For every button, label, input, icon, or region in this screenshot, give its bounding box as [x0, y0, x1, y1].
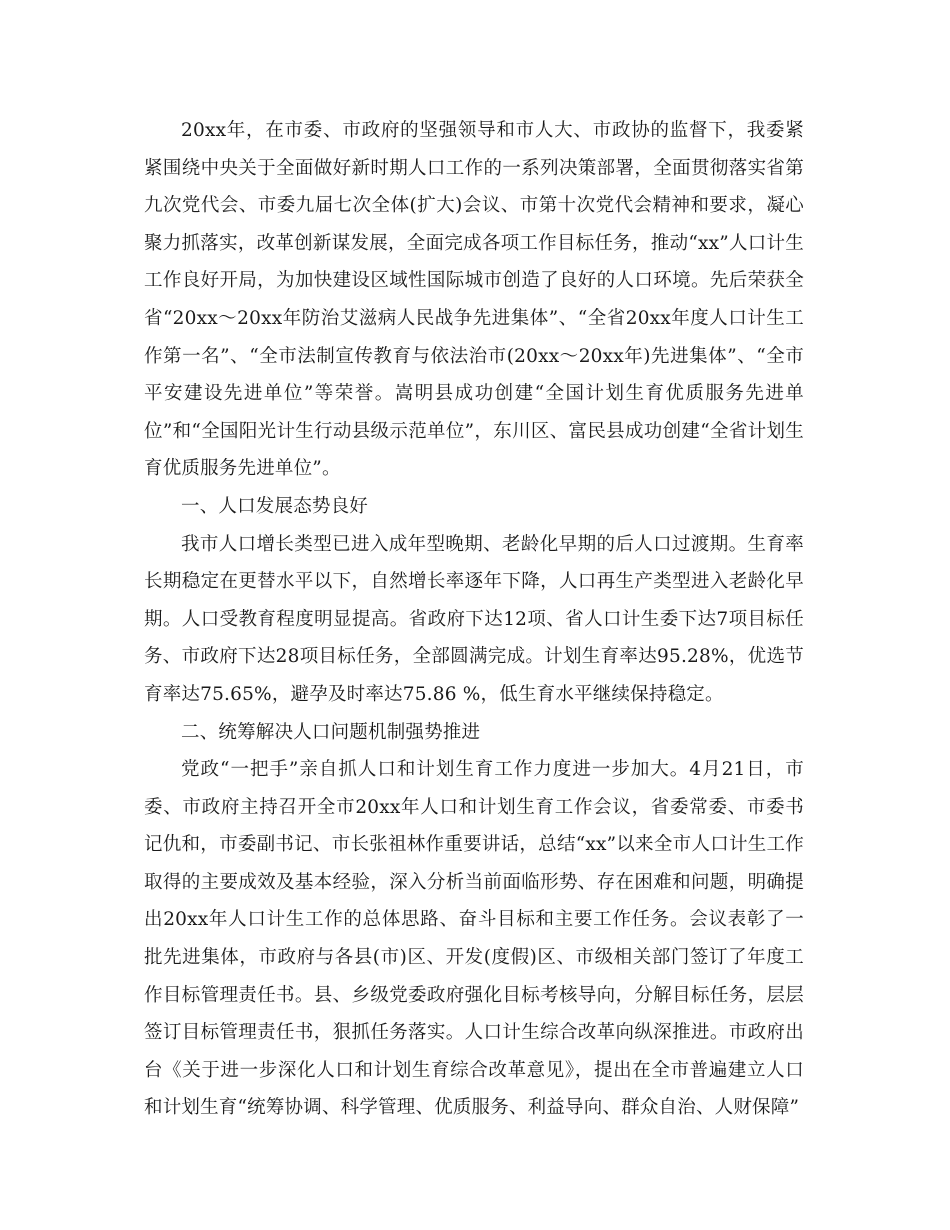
document-body — [144, 112, 804, 1127]
paragraph-population: 我市人口增长类型已进入成年型晚期、老龄化早期的后人口过渡期。生育率长期稳定在更替水平以下，自然增长率逐年下降，人口再生产类型进入老龄化早期。人口受教育程度明显提高。省政府下达12项、省人口计生委下达7项目标任务、市政府下达28项目标任务，全部圆满完成。计划生育率达95.28%，优选节育率达75.65%，避孕及时率达75.86 %，低生育水平继续保持稳定。 — [144, 533, 804, 705]
section-heading-2: 二、统筹解决人口问题机制强势推进 — [181, 721, 481, 743]
section-heading-1: 一、人口发展态势良好 — [181, 495, 369, 517]
paragraph-mechanism: 党政“一把手”亲自抓人口和计划生育工作力度进一步加大。4月21日，市委、市政府主持召开全市20xx年人口和计划生育工作会议，省委常委、市委书记仇和，市委副书记、市长张祖林作重要讲话，总结“xx”以来全市人口计生工作取得的主要成效及基本经验，深入分析当前面临形势、存在困难和问题，明确提出20xx年人口计生工作的总体思路、奋斗目标和主要工作任务。会议表彰了一批先进集体，市政府与各县(市)区、开发(度假)区、市级相关部门签订了年度工作目标管理责任书。县、乡级党委政府强化目标考核导向，分解目标任务，层层签订目标管理责任书，狠抓任务落实。人口计生综合改革向纵深推进。市政府出台《关于进一步深化人口和计划生育综合改革意见》，提出在全市普遍建立人口和计划生育“统筹协调、科学管理、优质服务、利益导向、群众自治、人财保障” — [144, 759, 804, 1119]
paragraph-intro: 20xx年，在市委、市政府的坚强领导和市人大、市政协的监督下，我委紧紧围绕中央关于全面做好新时期人口工作的一系列决策部署，全面贯彻落实省第九次党代会、市委九届七次全体(扩大)会议、市第十次党代会精神和要求，凝心聚力抓落实，改革创新谋发展，全面完成各项工作目标任务，推动“xx”人口计生工作良好开局，为加快建设区域性国际城市创造了良好的人口环境。先后荣获全省“20xx～20xx年防治艾滋病人民战争先进集体”、“全省20xx年度人口计生工作第一名”、“全市法制宣传教育与依法治市(20xx～20xx年)先进集体”、“全市平安建设先进单位”等荣誉。嵩明县成功创建“全国计划生育优质服务先进单位”和“全国阳光计生行动县级示范单位”，东川区、富民县成功创建“全省计划生育优质服务先进单位”。 — [144, 120, 804, 480]
